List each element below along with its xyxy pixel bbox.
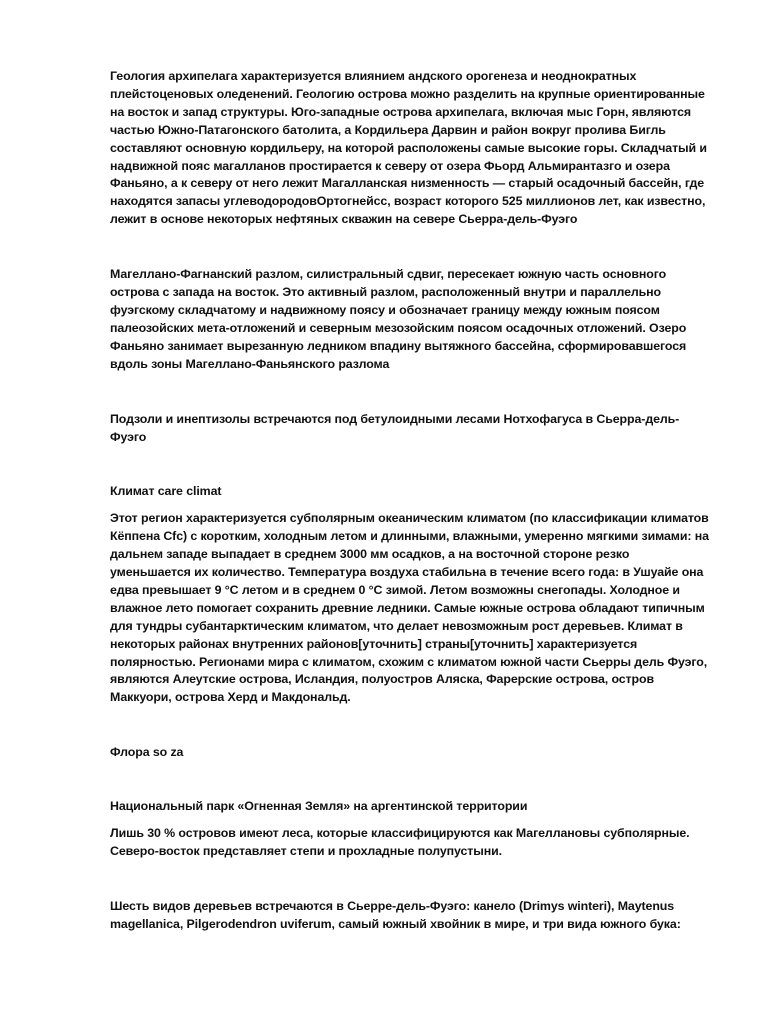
paragraph-climate: Этот регион характеризуется субполярным океаническим климатом (по классификации климатов Кёппена Cfc) с коротким, холодным летом и длинными, влажными, умеренно мягкими зимами: на дальнем западе выпадает в среднем 3000 мм осадков, а на восточной стороне резко уменьшается их количество. Температура воздуха стабильна в течение всего года: в Ушуайе она едва превышает 9 °C летом и в среднем 0 °C зимой. Летом возможны снегопады. Холодное и влажное лето помогает сохранить древние ледники. Самые южные острова обладают типичным для тундры субантарктическим климатом, что делает невозможным рост деревьев. Климат в некоторых районах внутренних районов[уточнить] страны[уточнить] характеризуется полярностью. Регионами мира с климатом, схожим с климатом южной части Сьерры дель Фуэго, являются Алеутские острова, Исландия, полуостров Аляска, Фарерские острова, остров Маккуори, острова Херд и Макдональд. — [110, 511, 709, 705]
heading-flora: Флора so za — [110, 745, 184, 760]
heading-national-park: Национальный парк «Огненная Земля» на аргентинской территории — [110, 799, 528, 814]
spacer — [110, 501, 710, 510]
spacer — [110, 446, 710, 483]
paragraph-tree-species: Шесть видов деревьев встречаются в Сьерре-дель-Фуэго: канело (Drimys winteri), Maytenus magellanica, Pilgerodendron uviferum, самый южный хвойник в мире, и три вида южного бука: — [110, 898, 681, 931]
paragraph-fault: Магеллано-Фагнанский разлом, силистральный сдвиг, пересекает южную часть основного острова с запада на восток. Это активный разлом, расположенный внутри и параллельно фуэгскому складчатому и надвижному поясу и обозначает границу между южным поясом палеозойских мета-отложений и северным мезозойским поясом осадочных отложений. Озеро Фаньяно занимает вырезанную ледником впадину вытяжного бассейна, сформировавшегося вдоль зоны Магеллано-Фаньянского разлома — [110, 267, 687, 371]
document-body — [110, 68, 710, 934]
spacer — [110, 374, 710, 411]
paragraph-geology: Геология архипелага характеризуется влиянием андского орогенеза и неоднократных плейстоценовых оледенений. Геологию острова можно разделить на крупные ориентированные на восток и запад структуры. Юго-западные острова архипелага, включая мыс Горн, являются частью Южно-Патагонского батолита, а Кордильера Дарвин и район вокруг пролива Бигль составляют основную кордильеру, на которой расположены самые высокие горы. Складчатый и надвижной пояс магалланов простирается к северу от озера Фьорд Альмирантазго и озера Фаньяно, а к северу от него лежит Магалланская низменность — старый осадочный бассейн, где находятся запасы углеводородовОртогнейсс, возраст которого 525 миллионов лет, как известно, лежит в основе некоторых нефтяных скважин на севере Сьерра-дель-Фуэго — [110, 69, 707, 227]
heading-climate: Климат care climat — [110, 484, 222, 499]
spacer — [110, 707, 710, 744]
spacer — [110, 762, 710, 798]
spacer — [110, 229, 710, 266]
spacer — [110, 861, 710, 898]
paragraph-forests: Лишь 30 % островов имеют леса, которые классифицируются как Магеллановы субполярные. Северо-восток представляет степи и прохладные полупустыни. — [110, 826, 690, 858]
paragraph-soils: Подзоли и инептизолы встречаются под бетулоидными лесами Нотхофагуса в Сьерра-дель-Фуэго — [110, 411, 680, 444]
spacer — [110, 816, 710, 825]
